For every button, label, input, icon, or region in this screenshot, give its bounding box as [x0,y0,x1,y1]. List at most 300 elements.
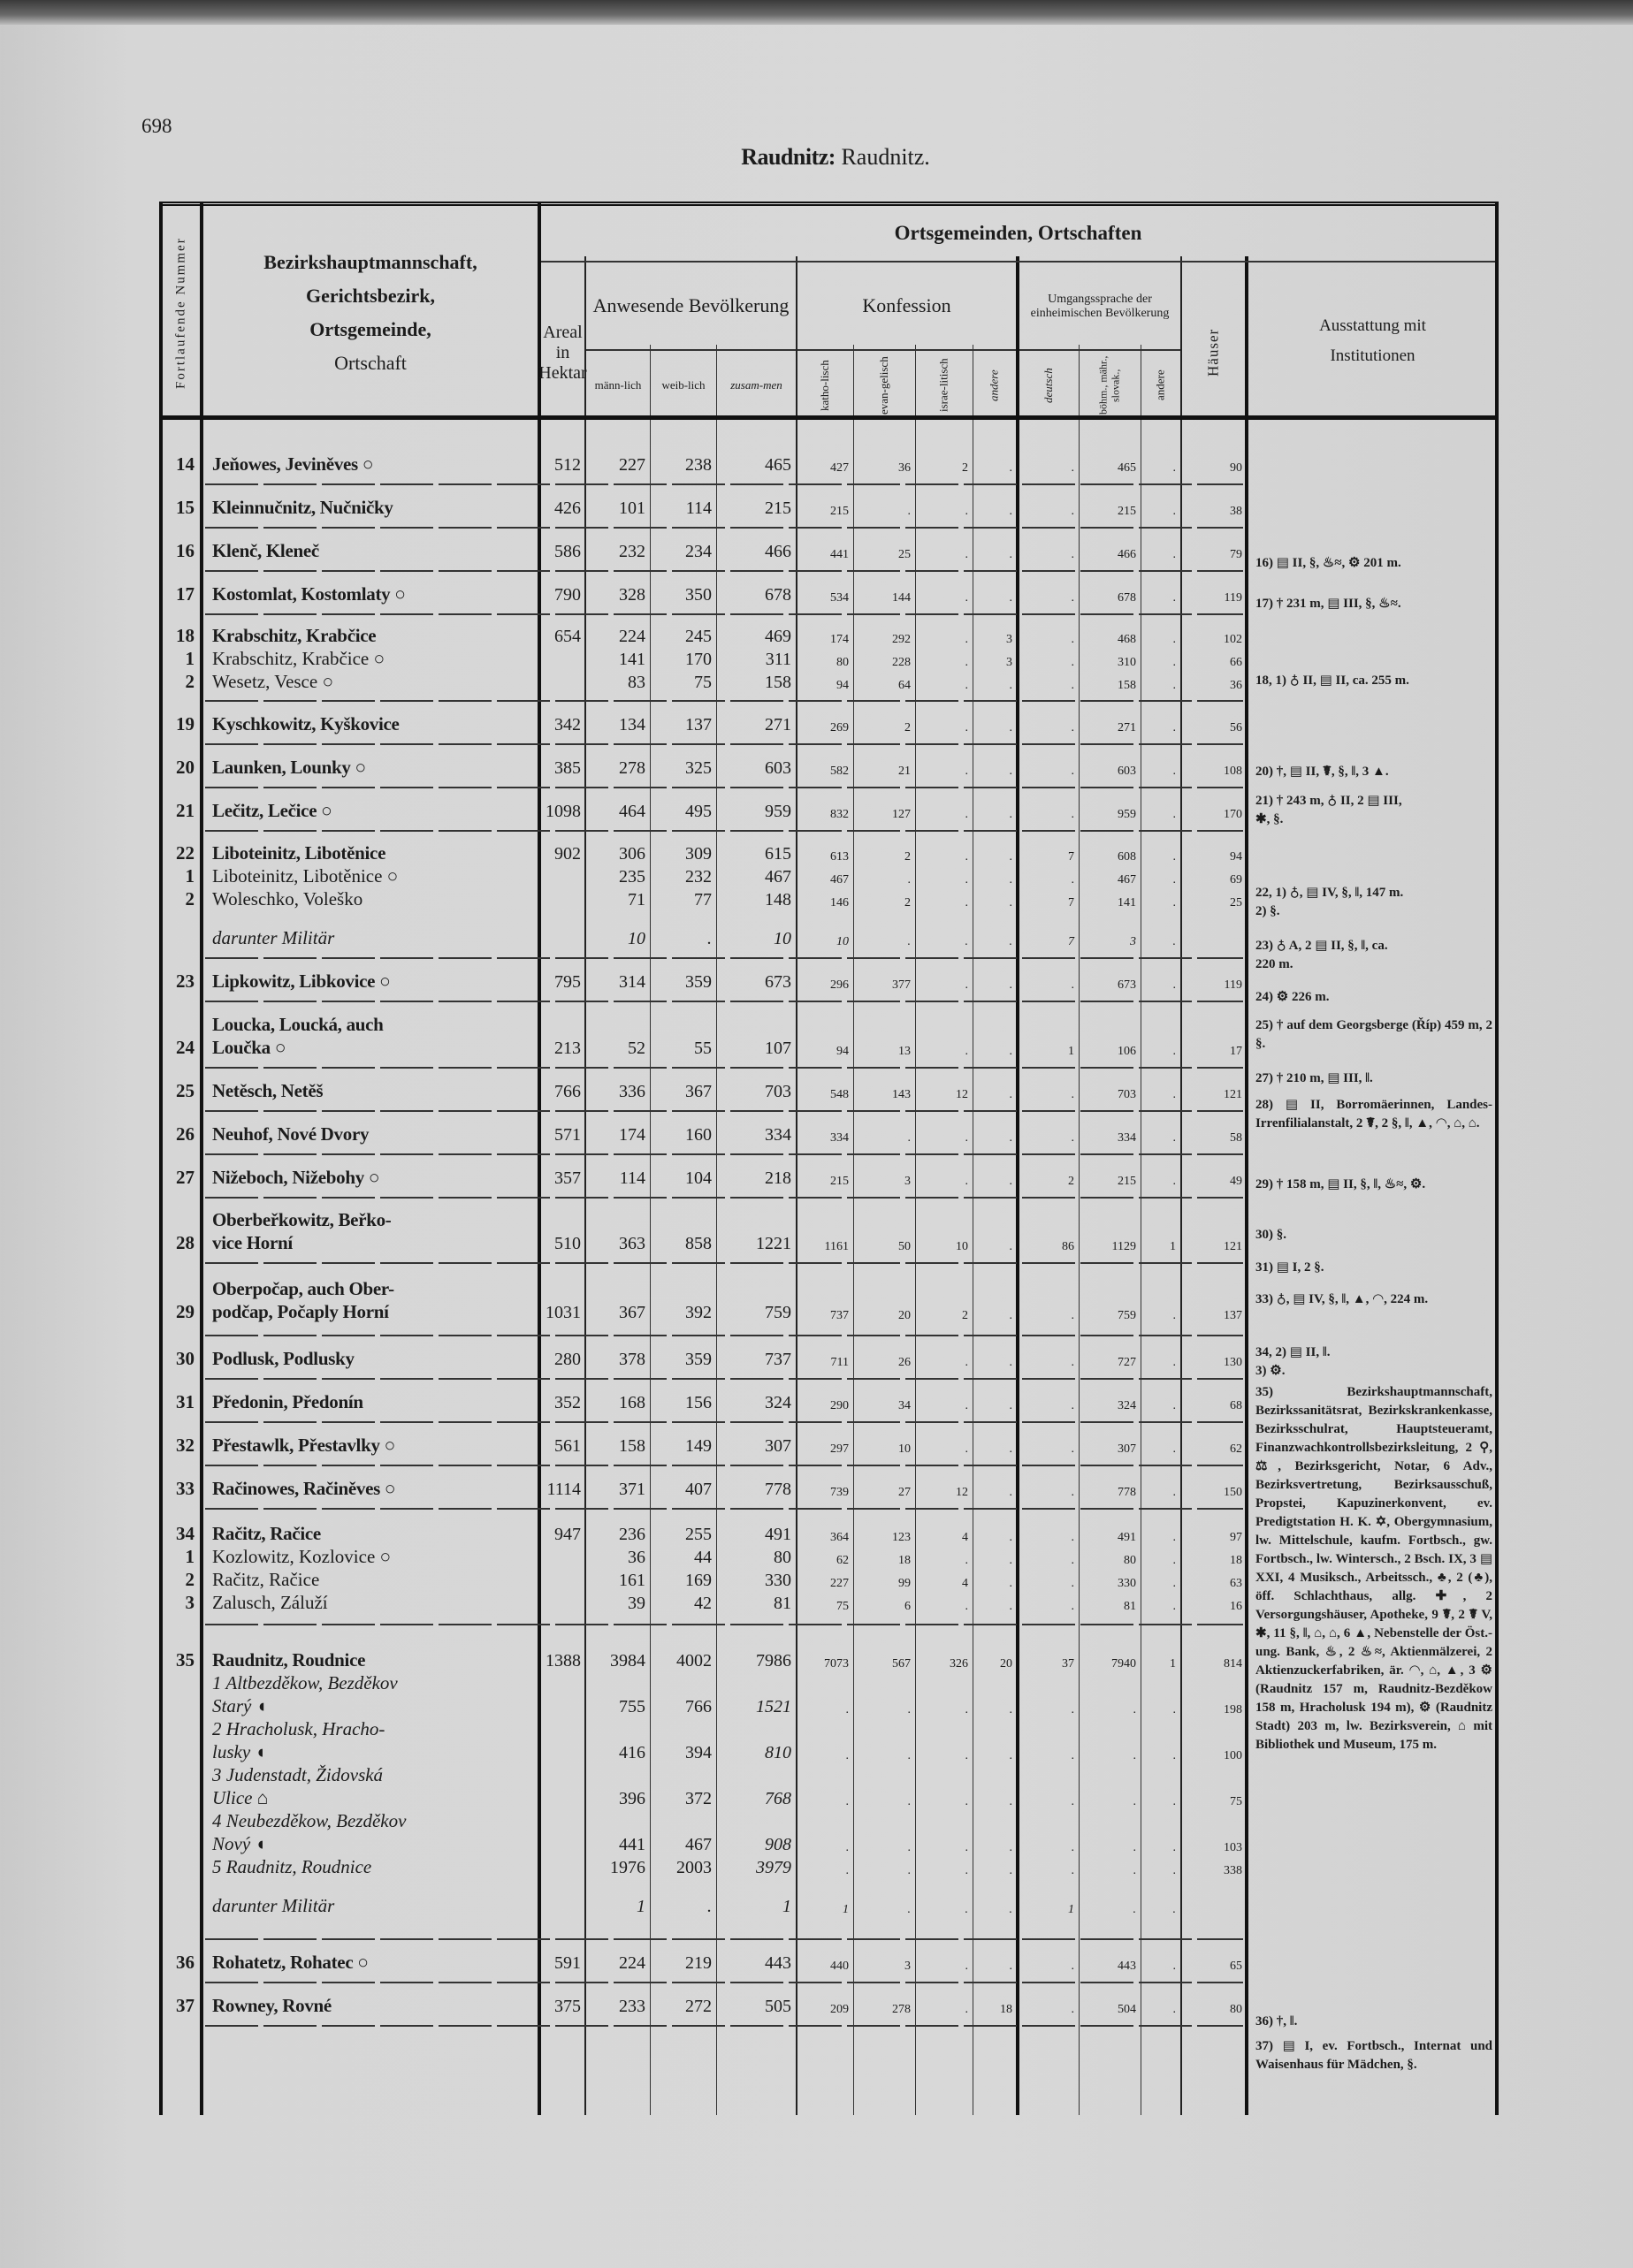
cell-nr: 32 [176,1434,195,1456]
cell-protestant: . [907,873,911,887]
cell-catholic: 441 [830,547,849,561]
cell-jewish: 4 [962,1530,968,1544]
cell-houses: 119 [1224,590,1242,605]
cell-total: 218 [765,1168,791,1188]
cell-german: . [1071,764,1074,778]
header-male: männ-lich [594,377,642,392]
place-line [159,582,1247,605]
cell-german: . [1071,1553,1074,1567]
cell-catholic: 227 [830,1576,849,1590]
cell-protestant: 18 [898,1553,911,1567]
cell-jewish: . [965,978,968,992]
place-line [159,799,1247,822]
cell-czech: 215 [1118,504,1136,518]
cell-total: 307 [765,1435,791,1456]
cell-female: 359 [685,971,712,992]
cell-female: 367 [685,1081,712,1101]
cell-czech: 467 [1118,873,1136,887]
cell-nr: 19 [176,712,195,734]
cell-jewish: . [965,850,968,864]
header-running-number: Fortlaufende Nummer [173,237,188,389]
cell-other-lang: . [1172,935,1176,948]
cell-other-lang: . [1172,1841,1176,1854]
cell-total: 678 [765,584,791,605]
note: 20) †, ▤ II, ☤, §, ‖, 3 ▲. [1255,765,1389,779]
cell-protestant: 64 [898,679,911,692]
subplace-line [159,647,1247,670]
cell-name: darunter Militär [212,927,335,948]
cell-nr: 37 [176,1994,195,2016]
place-line [159,841,1247,864]
cell-protestant: 2 [904,720,911,734]
cell-female: 219 [685,1952,712,1973]
cell-other-lang: . [1172,460,1176,475]
cell-other-lang: . [1172,504,1176,518]
military-line [159,926,1247,949]
cell-total: 759 [765,1303,791,1322]
cell-catholic: 297 [830,1442,849,1456]
cell-catholic: 296 [830,978,849,992]
cell-czech: 141 [1118,896,1136,909]
note: 22, 1) ♁, ▤ IV, §, ‖, 147 m. 2) §. [1255,886,1404,918]
cell-other-lang: . [1172,1903,1176,1916]
cell-catholic: 1 [843,1903,849,1916]
cell-german: 7 [1068,935,1074,948]
cell-nr: 26 [176,1123,195,1145]
cell-german: . [1071,1130,1074,1145]
cell-catholic: 174 [830,633,849,646]
cell-areal: 586 [554,541,581,561]
cell-areal: 375 [554,1996,581,2016]
cell-jewish: . [965,1442,968,1456]
table-row [159,1625,1247,1940]
cell-catholic: 534 [830,590,849,605]
header-name-line: Bezirkshauptmannschaft, [263,251,477,273]
cell-protestant: 144 [892,590,911,605]
cell-name: Rowney, Rovné [212,1994,332,2016]
cell-jewish: . [965,1795,968,1808]
cell-female: 149 [685,1435,712,1456]
cell-total: 778 [765,1479,791,1499]
note: 28) ▤ II, Borromäerinnen, Landes-Irrenfilialanstalt, 2 ☤, 2 §, ‖, ▲, ◠, ⌂, ⌂. [1255,1098,1492,1130]
cell-male: 227 [619,454,645,475]
cell-name: Jeňowes, Jeviněves ○ [212,453,374,475]
military-line [159,1894,1247,1917]
cell-czech: 504 [1118,2002,1136,2016]
cell-other-lang: . [1172,720,1176,734]
cell-areal: 1031 [546,1303,581,1322]
cell-other-conf: . [1009,1795,1012,1808]
cell-german: . [1071,1749,1074,1762]
cell-jewish: . [965,1599,968,1613]
header-catholic: katho-lisch [818,360,832,411]
cell-male: 71 [628,890,645,909]
note: 33) ♁, ▤ IV, §, ‖, ▲, ◠, 224 m. [1255,1292,1429,1306]
cell-female: 4002 [676,1651,712,1671]
cell-jewish: . [965,807,968,821]
table-row [159,442,1247,485]
cell-other-lang: . [1172,1749,1176,1762]
cell-male: 367 [619,1303,645,1322]
cell-other-conf: 3 [1006,656,1012,669]
cell-total: 80 [774,1547,791,1567]
cell-german: . [1071,1959,1074,1973]
header-jewish: israe-litisch [936,358,950,413]
cell-nr: 3 [185,1591,195,1613]
cell-total: 810 [765,1743,791,1762]
cell-female: 137 [685,714,712,734]
cell-female: 232 [685,867,712,887]
cell-protestant: 6 [904,1599,911,1613]
cell-male: 1976 [610,1858,645,1877]
cell-name: Woleschko, Voleško [212,888,363,909]
cell-nr: 31 [176,1390,195,1412]
cell-nr: 1 [185,648,195,669]
cell-czech: 465 [1118,460,1136,475]
cell-areal: 795 [554,971,581,992]
cell-other-lang: . [1172,850,1176,864]
header-other-language: andere [1153,369,1167,401]
cell-houses: 36 [1230,679,1242,692]
cell-protestant: 3 [904,1174,911,1188]
cell-jewish: . [965,1174,968,1188]
cell-total: 148 [765,890,791,909]
cell-houses: 80 [1230,2002,1242,2016]
cell-name: Netěsch, Netěš [212,1079,324,1101]
cell-other-conf: . [1009,1599,1012,1613]
cell-total: 467 [765,867,791,887]
cell-total: 311 [765,650,791,669]
cell-total: 469 [765,627,791,646]
cell-catholic: 739 [830,1485,849,1499]
cell-other-conf: . [1009,720,1012,734]
cell-female: 160 [685,1124,712,1145]
cell-protestant: . [907,1130,911,1145]
cell-other-conf: . [1009,807,1012,821]
cell-other-lang: 1 [1170,1240,1176,1253]
cell-other-conf: . [1009,1130,1012,1145]
cell-total: 703 [765,1081,791,1101]
cell-total: 271 [765,714,791,734]
cell-total: 3979 [756,1858,791,1877]
cell-protestant: . [907,1703,911,1716]
note: 16) ▤ II, §, ♨≈, ⚙ 201 m. [1255,556,1401,570]
cell-other-lang: . [1172,2002,1176,2016]
cell-houses: 56 [1230,720,1242,734]
cell-protestant: 21 [898,764,911,778]
cell-other-lang: . [1172,679,1176,692]
cell-jewish: . [965,2002,968,2016]
place-line [159,539,1247,562]
cell-name: Liboteinitz, Libotěnice [212,842,386,864]
cell-male: 10 [628,929,645,948]
cell-other-conf: . [1009,1553,1012,1567]
subplace-line [159,1809,1247,1855]
cell-nr: 33 [176,1477,195,1499]
cell-other-conf: 18 [1000,2002,1012,2016]
cell-female: 372 [685,1789,712,1808]
table-row [159,745,1247,788]
cell-male: 39 [628,1593,645,1613]
cell-german: . [1071,590,1074,605]
cell-other-conf: . [1009,1864,1012,1877]
cell-german: 86 [1062,1240,1074,1253]
cell-other-lang: . [1172,978,1176,992]
cell-female: 245 [685,627,712,646]
cell-jewish: . [965,873,968,887]
cell-protestant: 292 [892,633,911,646]
table-row [159,1423,1247,1466]
subplace-line [159,1545,1247,1568]
cell-areal: 571 [554,1124,581,1145]
cell-other-conf: . [1009,547,1012,561]
table-row [159,1264,1247,1336]
cell-nr: 2 [185,1568,195,1590]
cell-name: Předonin, Předonín [212,1390,363,1412]
table-row [159,485,1247,529]
cell-jewish: 2 [962,1309,968,1322]
cell-male: 755 [619,1697,645,1716]
note: 37) ▤ I, ev. Fortbsch., Internat und Waisenhaus für Mädchen, §. [1255,2039,1492,2072]
cell-other-conf: . [1009,896,1012,909]
cell-german: . [1071,1703,1074,1716]
cell-czech: 80 [1124,1553,1136,1567]
cell-name: Lečitz, Lečice ○ [212,799,332,821]
cell-houses: 97 [1230,1530,1242,1544]
subplace-line [159,1763,1247,1809]
cell-areal: 1114 [546,1479,581,1499]
cell-other-lang: . [1172,1485,1176,1499]
cell-czech: 215 [1118,1174,1136,1188]
cell-female: 309 [685,844,712,864]
header-confession: Konfession [862,294,951,317]
cell-name: 4 Neubezděkow, Bezděkov Nový ◖ [212,1810,407,1854]
cell-catholic: 290 [830,1398,849,1412]
place-line [159,970,1247,993]
cell-other-conf: . [1009,978,1012,992]
cell-areal: 342 [554,714,581,734]
cell-czech: 959 [1118,807,1136,821]
cell-areal: 426 [554,498,581,518]
place-line [159,1951,1247,1974]
cell-nr: 28 [176,1232,195,1253]
cell-other-conf: . [1009,1442,1012,1456]
header-name-line: Gerichtsbezirk, [305,285,436,307]
cell-nr: 1 [185,1545,195,1567]
cell-areal: 352 [554,1392,581,1412]
cell-female: 255 [685,1524,712,1544]
cell-female: 44 [694,1547,712,1567]
cell-nr: 25 [176,1079,195,1101]
subplace-line [159,1855,1247,1878]
cell-female: 467 [685,1835,712,1854]
cell-german: . [1071,1599,1074,1613]
cell-nr: 29 [176,1301,195,1322]
cell-total: 603 [765,757,791,778]
cell-areal: 510 [554,1234,581,1253]
cell-male: 224 [619,1952,645,1973]
cell-other-conf: . [1009,590,1012,605]
cell-protestant: 377 [892,978,911,992]
cell-protestant: . [907,1841,911,1854]
place-line [159,1522,1247,1545]
cell-nr: 36 [176,1951,195,1973]
place-line [159,712,1247,735]
cell-female: . [707,1897,712,1916]
cell-german: . [1071,1087,1074,1101]
cell-female: 359 [685,1349,712,1369]
cell-male: 3984 [610,1651,645,1671]
cell-catholic: 548 [830,1087,849,1101]
header-czech: böhm., mähr., slovak., [1096,355,1122,415]
header-place-name [203,206,538,420]
cell-name: Račinowes, Račiněves ○ [212,1477,396,1499]
cell-german: . [1071,720,1074,734]
note: 35) Bezirkshauptmannschaft, Bezirkssanitätsrat, Bezirkskrankenkasse, Bezirksschulrat, Hauptsteueramt, Finanzwachkontrollsbezirksleitung, 2 ⚲, ⚖, Bezirksgericht, Notar, 6 Adv., Bezirksvertretung, Bezirksausschuß, Propstei, Kapuzinerkonvent, ev. Predigtstation H. K. ✡, Obergymnasium, lw. Mittelschule, kaufm. Fortbsch., gw. Fortbsch., lw. Wintersch., 2 Bsch. IX, 3 ▤ XXI, 4 Musiksch., Arbeitssch., ♣, 2 (♣), öff. Schlachthaus, allg. ✚, 2 Versorgungshäuser, Apotheke, 9 ☤, 2 ☤ V, ✱, 11 §, ‖, ⌂, ⌂, 6 ▲, Nebenstelle der Öst.-ung. Bank, ♨, 2 ♨≈, Aktienmälzerei, 2 Aktienzuckerfabriken, är. ◠, ⌂, ▲, 3 ⚙ (Raudnitz 157 m, Raudnitz-Bezděkow 158 m, Hracholusk 194 m), ⚙ (Raudnitz Stadt) 203 m, lw. Bezirksverein, ⌂ mit Bibliothek und Museum, 175 m. [1255,1385,1492,1752]
cell-female: 392 [685,1303,712,1322]
cell-name: Raudnitz, Roudnice [212,1649,366,1671]
cell-other-conf: . [1009,1530,1012,1544]
cell-male: 306 [619,844,645,864]
cell-nr: 34 [176,1522,195,1544]
cell-other-conf: . [1009,873,1012,887]
cell-german: . [1071,504,1074,518]
cell-areal: 1098 [546,801,581,821]
cell-nr: 20 [176,756,195,778]
cell-catholic: . [845,1841,849,1854]
cell-total: 465 [765,454,791,475]
cell-areal: 790 [554,584,581,605]
cell-male: 1 [637,1897,645,1916]
cell-protestant: 2 [904,850,911,864]
cell-houses: 102 [1224,633,1242,646]
cell-german: . [1071,460,1074,475]
cell-name: Zalusch, Záluží [212,1591,328,1613]
title-court-district: Raudnitz. [835,144,930,170]
cell-houses: 66 [1230,656,1242,669]
cell-houses: 137 [1224,1309,1242,1322]
cell-female: 234 [685,541,712,561]
table-row [159,572,1247,615]
cell-german: 7 [1068,896,1074,909]
cell-protestant: . [907,1903,911,1916]
cell-german: . [1071,1841,1074,1854]
cell-female: 394 [685,1743,712,1762]
cell-czech: 330 [1118,1576,1136,1590]
header-german: deutsch [1042,368,1056,403]
cell-name: Neuhof, Nové Dvory [212,1123,370,1145]
cell-other-conf: . [1009,764,1012,778]
cell-female: 170 [685,650,712,669]
cell-name: Krabschitz, Krabčice ○ [212,648,385,669]
cell-german: . [1071,978,1074,992]
cell-name: Liboteinitz, Libotěnice ○ [212,865,399,887]
cell-houses: 814 [1224,1657,1242,1671]
cell-protestant: . [907,935,911,948]
cell-protestant: 25 [898,547,911,561]
cell-other-conf: . [1009,1959,1012,1973]
cell-other-lang: . [1172,896,1176,909]
cell-jewish: . [965,590,968,605]
cell-catholic: 215 [830,504,849,518]
cell-other-lang: . [1172,633,1176,646]
cell-czech: 603 [1118,764,1136,778]
cell-areal: 902 [554,844,581,864]
cell-male: 363 [619,1234,645,1253]
header-houses: Häuser [1204,328,1222,377]
cell-male: 161 [619,1570,645,1590]
title-district: Raudnitz: [741,144,836,170]
cell-czech: 727 [1118,1355,1136,1369]
cell-name: Přestawlk, Přestavlky ○ [212,1434,395,1456]
cell-nr: 27 [176,1166,195,1188]
cell-catholic: 7073 [824,1657,849,1671]
subplace-line [159,670,1247,693]
cell-male: 52 [628,1038,645,1058]
note: 23) ♁ A, 2 ▤ II, §, ‖, ca. 220 m. [1255,939,1388,971]
table-row [159,529,1247,572]
cell-german: . [1071,1795,1074,1808]
cell-czech: . [1133,1703,1136,1716]
cell-name: Račitz, Račice [212,1522,321,1544]
cell-jewish: . [965,679,968,692]
cell-czech: 491 [1118,1530,1136,1544]
cell-houses: 121 [1224,1240,1242,1253]
cell-czech: 310 [1118,656,1136,669]
cell-czech: 678 [1118,590,1136,605]
table-row [159,1940,1247,1983]
table-row [159,1112,1247,1155]
cell-jewish: 4 [962,1576,968,1590]
cell-catholic: 94 [836,679,849,692]
cell-other-lang: . [1172,1044,1176,1058]
cell-total: 737 [765,1349,791,1369]
cell-total: 334 [765,1124,791,1145]
cell-jewish: . [965,720,968,734]
place-line [159,1277,1247,1323]
cell-protestant: 34 [898,1398,911,1412]
cell-protestant: 127 [892,807,911,821]
cell-female: 766 [685,1697,712,1716]
note: 31) ▤ I, 2 §. [1255,1260,1324,1275]
cell-german: . [1071,679,1074,692]
cell-female: 156 [685,1392,712,1412]
cell-houses: 150 [1224,1485,1242,1499]
cell-german: . [1071,807,1074,821]
place-line [159,453,1247,476]
place-line [159,1477,1247,1500]
page-title [0,144,1633,171]
cell-houses: 65 [1230,1959,1242,1973]
header-institutions: Ausstattung mit Institutionen [1319,316,1426,365]
cell-other-conf: . [1009,504,1012,518]
header-population: Anwesende Bevölkerung [592,294,790,317]
cell-protestant: . [907,1864,911,1877]
cell-jewish: . [965,656,968,669]
cell-areal: 591 [554,1952,581,1973]
place-line [159,1123,1247,1145]
subplace-line [159,887,1247,910]
cell-jewish: 326 [950,1657,968,1671]
cell-name: Kleinnučnitz, Nučničky [212,496,393,518]
cell-areal: 561 [554,1435,581,1456]
cell-catholic: . [845,1864,849,1877]
cell-protestant: 3 [904,1959,911,1973]
note: 30) §. [1255,1228,1286,1242]
cell-houses: 100 [1224,1749,1242,1762]
cell-german: . [1071,547,1074,561]
cell-german: . [1071,1530,1074,1544]
